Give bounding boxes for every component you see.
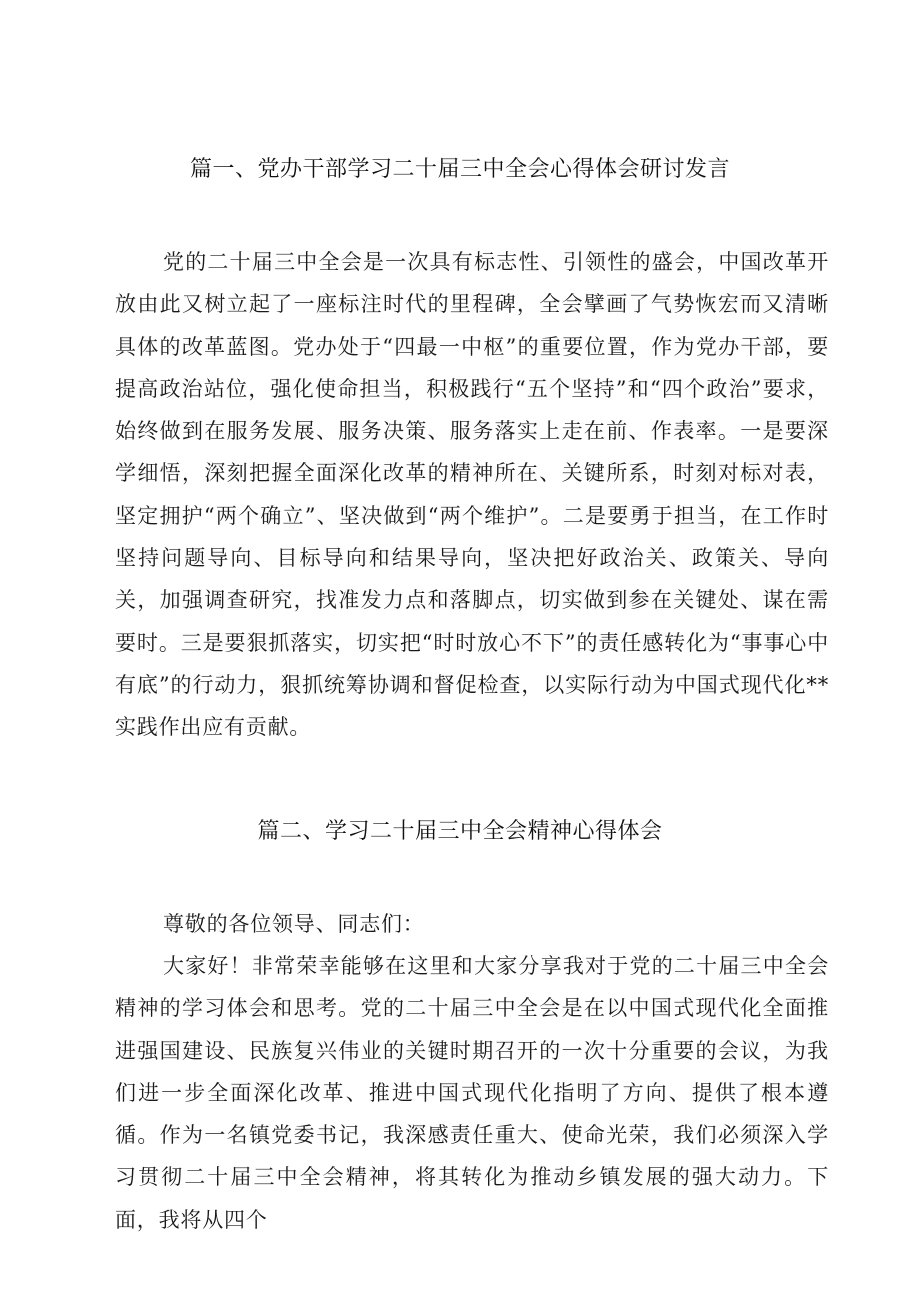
section-1-title: 篇一、党办干部学习二十届三中全会心得体会研讨发言 [189,157,730,182]
section-2-salutation: 尊敬的各位领导、同志们： [163,912,425,936]
section-2-paragraph: 大家好！非常荣幸能够在这里和大家分享我对于党的二十届三中全会精神的学习体会和思考。党的二十届三中全会是在以中国式现代化全面推进强国建设、民族复兴伟业的关键时期召开的一次十分重要的会议，为我们进一步全面深化改革、推进中国式现代化指明了方向、提供了根本遵循。作为一名镇党委书记，我深感责任重大、使命光荣，我们必须深入学习贯彻二十届三中全会精神，将其转化为推动乡镇发展的强大动力。下面，我将从四个 [115,954,829,1232]
section-2-title: 篇二、学习二十届三中全会精神心得体会 [257,819,663,844]
section-1-paragraph: 党的二十届三中全会是一次具有标志性、引领性的盛会，中国改革开放由此又树立起了一座标注时代的里程碑，全会擘画了气势恢宏而又清晰具体的改革蓝图。党办处于“四最一中枢”的重要位置，作为党办干部，要提高政治站位，强化使命担当，积极践行“五个坚持”和“四个政治”要求，始终做到在服务发展、服务决策、服务落实上走在前、作表率。一是要深学细悟，深刻把握全面深化改革的精神所在、关键所系，时刻对标对表，坚定拥护“两个确立”、坚决做到“两个维护”。二是要勇于担当，在工作时坚持问题导向、目标导向和结果导向，坚决把好政治关、政策关、导向关，加强调查研究，找准发力点和落脚点，切实做到参在关键处、谋在需要时。三是要狠抓落实，切实把“时时放心不下”的责任感转化为“事事心中有底”的行动力，狠抓统筹协调和督促检查，以实际行动为中国式现代化**实践作出应有贡献。 [115,250,829,740]
